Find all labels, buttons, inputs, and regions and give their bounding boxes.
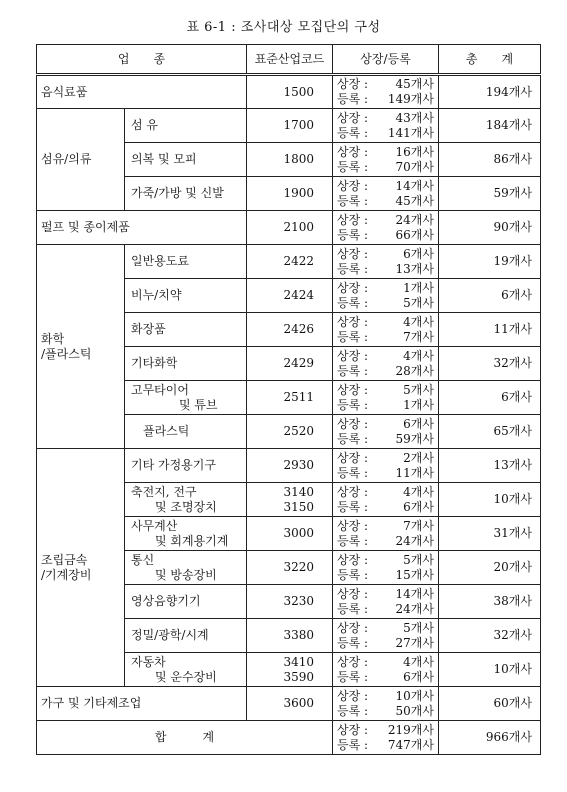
table-row bbox=[37, 449, 541, 483]
code-cell bbox=[247, 279, 333, 313]
sub-industry-line: 및 조명장치 bbox=[131, 499, 217, 514]
status-line-registered bbox=[337, 92, 434, 107]
code-value: 1900 bbox=[283, 186, 314, 200]
code-value: 3150 bbox=[283, 499, 314, 514]
status-line-listed bbox=[337, 247, 434, 262]
status-label-registered: 등록 : bbox=[337, 261, 369, 276]
status-cell bbox=[333, 687, 439, 721]
status-label-registered: 등록 : bbox=[337, 703, 369, 718]
sub-industry-line: 의복 및 모피 bbox=[131, 152, 197, 166]
industry-group-cell bbox=[37, 449, 125, 687]
code-cell bbox=[247, 347, 333, 381]
status-value-listed: 14개사 bbox=[395, 178, 434, 193]
total-cell: 6개사 bbox=[439, 279, 541, 313]
status-label-listed: 상장 : bbox=[337, 450, 369, 465]
total-cell: 32개사 bbox=[439, 347, 541, 381]
sub-industry-line: 및 방송장비 bbox=[131, 567, 217, 582]
code-cell bbox=[247, 687, 333, 721]
total-cell: 13개사 bbox=[439, 449, 541, 483]
status-value-listed: 24개사 bbox=[395, 212, 434, 227]
status-line-registered bbox=[337, 500, 434, 515]
sub-industry-cell bbox=[125, 245, 247, 279]
status-value-registered: 747개사 bbox=[387, 737, 434, 752]
table-row bbox=[37, 687, 541, 721]
status-cell bbox=[333, 75, 439, 109]
industry-cell: 펄프 및 종이제품 bbox=[37, 211, 247, 245]
industry-cell: 음식료품 bbox=[37, 75, 247, 109]
code-value: 2930 bbox=[283, 458, 314, 472]
table-body bbox=[37, 75, 541, 755]
status-label-registered: 등록 : bbox=[337, 329, 369, 344]
code-value: 3600 bbox=[283, 696, 314, 710]
status-line-listed bbox=[337, 451, 434, 466]
status-cell bbox=[333, 653, 439, 687]
status-line-registered bbox=[337, 194, 434, 209]
code-cell bbox=[247, 381, 333, 415]
status-line-registered bbox=[337, 704, 434, 719]
total-cell: 86개사 bbox=[439, 143, 541, 177]
status-value-registered: 1개사 bbox=[403, 397, 434, 412]
sum-row bbox=[37, 721, 541, 755]
status-line-registered bbox=[337, 568, 434, 583]
sub-industry-line: 사무계산 bbox=[131, 518, 178, 533]
status-value-registered: 59개사 bbox=[395, 431, 434, 446]
code-value: 3000 bbox=[283, 526, 314, 540]
sub-industry-line: 정밀/광학/시계 bbox=[131, 628, 209, 642]
status-value-listed: 219개사 bbox=[387, 722, 434, 737]
status-label-registered: 등록 : bbox=[337, 193, 369, 208]
status-cell bbox=[333, 211, 439, 245]
total-cell: 184개사 bbox=[439, 109, 541, 143]
code-value: 2424 bbox=[283, 288, 314, 302]
sub-industry-cell bbox=[125, 279, 247, 313]
status-label-registered: 등록 : bbox=[337, 499, 369, 514]
status-value-listed: 45개사 bbox=[395, 77, 434, 91]
code-value: 1700 bbox=[283, 118, 314, 132]
sub-industry-line: 축전지, 전구 bbox=[131, 484, 197, 499]
status-line-listed bbox=[337, 281, 434, 296]
sub-industry-line: 일반용도료 bbox=[131, 254, 189, 268]
status-value-registered: 50개사 bbox=[395, 703, 434, 718]
status-label-listed: 상장 : bbox=[337, 348, 369, 363]
status-label-registered: 등록 : bbox=[337, 635, 369, 650]
status-cell bbox=[333, 585, 439, 619]
status-label-registered: 등록 : bbox=[337, 227, 369, 242]
code-cell bbox=[247, 653, 333, 687]
status-cell bbox=[333, 449, 439, 483]
table-row bbox=[37, 109, 541, 143]
total-cell: 59개사 bbox=[439, 177, 541, 211]
status-line-listed bbox=[337, 519, 434, 534]
status-value-registered: 11개사 bbox=[395, 465, 434, 480]
status-label-registered: 등록 : bbox=[337, 737, 369, 752]
status-line-listed bbox=[337, 621, 434, 636]
status-value-listed: 4개사 bbox=[403, 314, 434, 329]
status-value-listed: 5개사 bbox=[403, 620, 434, 635]
status-value-listed: 2개사 bbox=[403, 450, 434, 465]
sum-total: 966개사 bbox=[439, 721, 541, 755]
code-value: 2422 bbox=[283, 254, 314, 268]
status-label-registered: 등록 : bbox=[337, 465, 369, 480]
status-value-registered: 5개사 bbox=[403, 295, 434, 310]
code-value: 2511 bbox=[283, 390, 314, 404]
status-label-listed: 상장 : bbox=[337, 212, 369, 227]
code-cell bbox=[247, 75, 333, 109]
status-cell bbox=[333, 721, 439, 755]
status-label-registered: 등록 : bbox=[337, 159, 369, 174]
code-cell bbox=[247, 517, 333, 551]
status-value-listed: 5개사 bbox=[403, 552, 434, 567]
status-label-listed: 상장 : bbox=[337, 552, 369, 567]
code-cell bbox=[247, 313, 333, 347]
status-label-registered: 등록 : bbox=[337, 397, 369, 412]
header-code: 표준산업코드 bbox=[247, 45, 333, 75]
sub-industry-line: 기타화학 bbox=[131, 356, 178, 370]
status-line-listed bbox=[337, 145, 434, 160]
code-cell bbox=[247, 245, 333, 279]
code-cell bbox=[247, 483, 333, 517]
total-cell: 194개사 bbox=[439, 75, 541, 109]
code-value: 2100 bbox=[283, 220, 314, 234]
industry-cell: 가구 및 기타제조업 bbox=[37, 687, 247, 721]
status-label-registered: 등록 : bbox=[337, 125, 369, 140]
code-value: 1800 bbox=[283, 152, 314, 166]
status-value-registered: 70개사 bbox=[395, 159, 434, 174]
code-value: 3380 bbox=[283, 628, 314, 642]
status-label-listed: 상장 : bbox=[337, 77, 369, 91]
status-value-registered: 7개사 bbox=[403, 329, 434, 344]
status-line-listed bbox=[337, 417, 434, 432]
code-value: 2426 bbox=[283, 322, 314, 336]
industry-group-line: 섬유/의류 bbox=[41, 152, 92, 166]
status-cell bbox=[333, 109, 439, 143]
industry-group-line: /플라스틱 bbox=[41, 346, 92, 361]
status-cell bbox=[333, 619, 439, 653]
sub-industry-cell bbox=[125, 585, 247, 619]
status-label-listed: 상장 : bbox=[337, 586, 369, 601]
header-total: 총 계 bbox=[439, 45, 541, 75]
status-label-listed: 상장 : bbox=[337, 518, 369, 533]
sub-industry-cell bbox=[125, 347, 247, 381]
industry-group-line: 조립금속 bbox=[41, 552, 88, 567]
population-table bbox=[36, 44, 541, 755]
status-label-listed: 상장 : bbox=[337, 620, 369, 635]
status-cell bbox=[333, 415, 439, 449]
status-value-registered: 149개사 bbox=[387, 92, 434, 106]
status-label-listed: 상장 : bbox=[337, 688, 369, 703]
status-value-listed: 4개사 bbox=[403, 654, 434, 669]
status-cell bbox=[333, 551, 439, 585]
status-cell bbox=[333, 177, 439, 211]
code-value: 2429 bbox=[283, 356, 314, 370]
status-value-registered: 24개사 bbox=[395, 533, 434, 548]
status-value-listed: 14개사 bbox=[395, 586, 434, 601]
status-value-registered: 27개사 bbox=[395, 635, 434, 650]
table-row bbox=[37, 75, 541, 109]
code-value: 3590 bbox=[283, 669, 314, 684]
status-label-listed: 상장 : bbox=[337, 144, 369, 159]
status-line-registered bbox=[337, 330, 434, 345]
code-value: 3220 bbox=[283, 560, 314, 574]
status-label-registered: 등록 : bbox=[337, 295, 369, 310]
status-label-listed: 상장 : bbox=[337, 110, 369, 125]
status-label-listed: 상장 : bbox=[337, 314, 369, 329]
total-cell: 10개사 bbox=[439, 483, 541, 517]
table-row bbox=[37, 211, 541, 245]
header-industry: 업 종 bbox=[37, 45, 247, 75]
code-cell bbox=[247, 415, 333, 449]
status-label-listed: 상장 : bbox=[337, 654, 369, 669]
code-cell bbox=[247, 109, 333, 143]
code-cell bbox=[247, 177, 333, 211]
status-line-registered bbox=[337, 670, 434, 685]
total-cell: 60개사 bbox=[439, 687, 541, 721]
industry-group-line: 화학 bbox=[41, 331, 65, 346]
code-value: 3230 bbox=[283, 594, 314, 608]
status-label-listed: 상장 : bbox=[337, 178, 369, 193]
status-line-registered bbox=[337, 534, 434, 549]
sub-industry-cell bbox=[125, 517, 247, 551]
status-label-registered: 등록 : bbox=[337, 431, 369, 446]
sub-industry-line: 자동차 bbox=[131, 654, 166, 669]
total-cell: 10개사 bbox=[439, 653, 541, 687]
total-cell: 20개사 bbox=[439, 551, 541, 585]
code-value: 1500 bbox=[283, 84, 314, 99]
status-value-registered: 66개사 bbox=[395, 227, 434, 242]
sub-industry-cell bbox=[125, 415, 247, 449]
sub-industry-cell bbox=[125, 177, 247, 211]
status-line-registered bbox=[337, 738, 434, 753]
status-line-registered bbox=[337, 296, 434, 311]
status-line-registered bbox=[337, 364, 434, 379]
total-cell: 11개사 bbox=[439, 313, 541, 347]
status-cell bbox=[333, 381, 439, 415]
code-cell bbox=[247, 211, 333, 245]
status-line-listed bbox=[337, 655, 434, 670]
total-cell: 32개사 bbox=[439, 619, 541, 653]
sub-industry-line: 영상음향기기 bbox=[131, 594, 201, 608]
status-cell bbox=[333, 517, 439, 551]
status-line-listed bbox=[337, 111, 434, 126]
status-value-listed: 5개사 bbox=[403, 382, 434, 397]
status-label-listed: 상장 : bbox=[337, 416, 369, 431]
status-cell bbox=[333, 279, 439, 313]
sub-industry-cell bbox=[125, 483, 247, 517]
sub-industry-line: 가죽/가방 및 신발 bbox=[131, 186, 224, 200]
code-value: 3410 bbox=[283, 654, 314, 669]
header-row bbox=[37, 45, 541, 75]
status-label-registered: 등록 : bbox=[337, 363, 369, 378]
status-line-listed bbox=[337, 689, 434, 704]
sub-industry-cell bbox=[125, 313, 247, 347]
status-cell bbox=[333, 245, 439, 279]
industry-group-cell bbox=[37, 245, 125, 449]
status-line-registered bbox=[337, 262, 434, 277]
status-cell bbox=[333, 313, 439, 347]
sub-industry-cell bbox=[125, 109, 247, 143]
sub-industry-line: 화장품 bbox=[131, 322, 166, 336]
sub-industry-line: 및 운수장비 bbox=[131, 669, 217, 684]
status-label-listed: 상장 : bbox=[337, 382, 369, 397]
status-value-registered: 13개사 bbox=[395, 261, 434, 276]
status-value-listed: 4개사 bbox=[403, 348, 434, 363]
sum-label: 합 계 bbox=[37, 721, 333, 755]
status-value-registered: 45개사 bbox=[395, 193, 434, 208]
sub-industry-cell bbox=[125, 143, 247, 177]
header-status: 상장/등록 bbox=[333, 45, 439, 75]
status-line-listed bbox=[337, 485, 434, 500]
code-value: 2520 bbox=[283, 424, 314, 438]
status-value-listed: 16개사 bbox=[395, 144, 434, 159]
sub-industry-cell bbox=[125, 653, 247, 687]
total-cell: 19개사 bbox=[439, 245, 541, 279]
status-value-listed: 6개사 bbox=[403, 416, 434, 431]
status-line-registered bbox=[337, 126, 434, 141]
status-line-listed bbox=[337, 723, 434, 738]
status-line-listed bbox=[337, 587, 434, 602]
status-value-listed: 10개사 bbox=[395, 688, 434, 703]
status-line-registered bbox=[337, 466, 434, 481]
total-cell: 90개사 bbox=[439, 211, 541, 245]
status-line-registered bbox=[337, 432, 434, 447]
status-cell bbox=[333, 483, 439, 517]
status-value-registered: 6개사 bbox=[403, 499, 434, 514]
status-line-registered bbox=[337, 160, 434, 175]
code-value: 3140 bbox=[283, 484, 314, 499]
code-cell bbox=[247, 551, 333, 585]
status-value-registered: 28개사 bbox=[395, 363, 434, 378]
table-row bbox=[37, 245, 541, 279]
sub-industry-line: 비누/치약 bbox=[131, 288, 182, 302]
code-cell bbox=[247, 143, 333, 177]
code-cell bbox=[247, 449, 333, 483]
status-line-registered bbox=[337, 602, 434, 617]
code-cell bbox=[247, 585, 333, 619]
status-line-listed bbox=[337, 179, 434, 194]
total-cell: 6개사 bbox=[439, 381, 541, 415]
sub-industry-line: 통신 bbox=[131, 552, 155, 567]
total-cell: 31개사 bbox=[439, 517, 541, 551]
status-label-registered: 등록 : bbox=[337, 669, 369, 684]
status-line-listed bbox=[337, 349, 434, 364]
total-cell: 65개사 bbox=[439, 415, 541, 449]
status-line-registered bbox=[337, 228, 434, 243]
sub-industry-line: 및 회계용기계 bbox=[131, 533, 229, 548]
industry-group-cell bbox=[37, 109, 125, 211]
total-cell: 38개사 bbox=[439, 585, 541, 619]
sub-industry-line: 섬 유 bbox=[131, 118, 158, 132]
status-label-registered: 등록 : bbox=[337, 533, 369, 548]
sub-industry-line: 및 튜브 bbox=[131, 397, 218, 412]
table-title: 표 6-1 : 조사대상 모집단의 구성 bbox=[186, 20, 381, 35]
status-value-registered: 141개사 bbox=[387, 125, 434, 140]
status-value-listed: 4개사 bbox=[403, 484, 434, 499]
sub-industry-cell bbox=[125, 381, 247, 415]
status-value-registered: 24개사 bbox=[395, 601, 434, 616]
status-label-listed: 상장 : bbox=[337, 722, 369, 737]
status-line-listed bbox=[337, 213, 434, 228]
status-value-registered: 15개사 bbox=[395, 567, 434, 582]
status-value-listed: 6개사 bbox=[403, 246, 434, 261]
status-cell bbox=[333, 347, 439, 381]
sub-industry-cell bbox=[125, 551, 247, 585]
status-line-listed bbox=[337, 553, 434, 568]
code-cell bbox=[247, 619, 333, 653]
sub-industry-line: 플라스틱 bbox=[131, 424, 190, 438]
industry-group-line: /기계장비 bbox=[41, 567, 92, 582]
status-value-listed: 7개사 bbox=[403, 518, 434, 533]
status-label-registered: 등록 : bbox=[337, 601, 369, 616]
sub-industry-line: 고무타이어 bbox=[131, 382, 189, 397]
sub-industry-cell bbox=[125, 449, 247, 483]
status-value-listed: 1개사 bbox=[403, 280, 434, 295]
status-line-listed bbox=[337, 383, 434, 398]
status-label-registered: 등록 : bbox=[337, 92, 369, 106]
sub-industry-cell bbox=[125, 619, 247, 653]
status-label-listed: 상장 : bbox=[337, 280, 369, 295]
status-label-registered: 등록 : bbox=[337, 567, 369, 582]
status-line-registered bbox=[337, 636, 434, 651]
status-line-listed bbox=[337, 77, 434, 92]
status-label-listed: 상장 : bbox=[337, 484, 369, 499]
status-value-registered: 6개사 bbox=[403, 669, 434, 684]
status-value-listed: 43개사 bbox=[395, 110, 434, 125]
status-label-listed: 상장 : bbox=[337, 246, 369, 261]
status-line-listed bbox=[337, 315, 434, 330]
status-line-registered bbox=[337, 398, 434, 413]
sub-industry-line: 기타 가정용기구 bbox=[131, 458, 216, 472]
status-cell bbox=[333, 143, 439, 177]
